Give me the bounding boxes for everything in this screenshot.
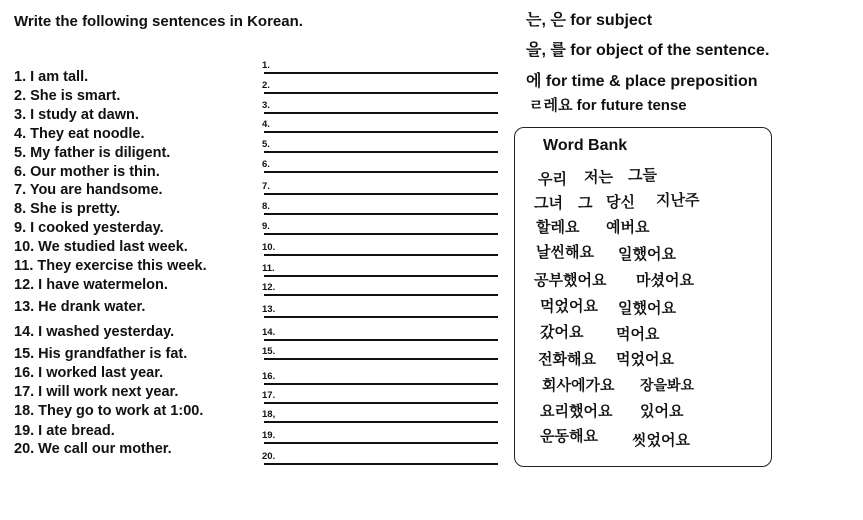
answer-number: 17. — [262, 390, 276, 401]
word-bank-word: 할레요 — [536, 218, 580, 236]
sentence-item: 6. Our mother is thin. — [14, 164, 160, 180]
answer-line[interactable] — [264, 233, 498, 235]
sentence-item: 2. She is smart. — [14, 88, 121, 104]
word-bank-word: 장을봐요 — [640, 378, 695, 394]
answer-line[interactable] — [264, 151, 498, 153]
word-bank-word: 그들 — [628, 166, 657, 184]
rule-object: 을, 를 for object of the sentence. — [526, 42, 770, 59]
sentence-item: 17. I will work next year. — [14, 384, 179, 400]
word-bank-word: 마셨어요 — [636, 271, 694, 289]
answer-number: 7. — [262, 181, 270, 192]
word-bank-word: 요리했어요 — [540, 402, 613, 420]
sentence-item: 10. We studied last week. — [14, 239, 188, 255]
answer-number: 15. — [262, 346, 276, 357]
word-bank-word: 당신 — [606, 193, 635, 211]
answer-line[interactable] — [264, 254, 498, 256]
answer-number: 11. — [262, 263, 275, 274]
answer-line[interactable] — [264, 339, 498, 341]
word-bank-word: 회사에가요 — [542, 376, 615, 394]
word-bank-word: 그 — [578, 194, 593, 212]
answer-line[interactable] — [264, 72, 498, 74]
sentence-item: 13. He drank water. — [14, 299, 146, 315]
answer-line[interactable] — [264, 92, 498, 94]
answer-number: 19. — [262, 430, 276, 441]
sentence-item: 11. They exercise this week. — [14, 258, 207, 274]
answer-line[interactable] — [264, 402, 498, 404]
word-bank-title: Word Bank — [543, 137, 628, 154]
sentence-item: 1. I am tall. — [14, 69, 89, 85]
sentence-item: 19. I ate bread. — [14, 423, 115, 439]
answer-line[interactable] — [264, 316, 498, 318]
word-bank-word: 우리 — [538, 170, 567, 188]
word-bank-word: 예버요 — [606, 218, 650, 236]
word-bank-word: 지난주 — [656, 191, 700, 209]
answer-line[interactable] — [264, 421, 498, 423]
answer-line[interactable] — [264, 275, 498, 277]
word-bank-word: 전화해요 — [538, 350, 596, 368]
answer-number: 3. — [262, 100, 270, 111]
word-bank-word: 있어요 — [640, 402, 684, 420]
word-bank-word: 먹었어요 — [616, 350, 674, 368]
answer-line[interactable] — [264, 213, 498, 215]
answer-number: 16. — [262, 371, 276, 382]
answer-number: 18, — [262, 409, 276, 420]
answer-number: 2. — [262, 80, 270, 91]
sentence-item: 20. We call our mother. — [14, 441, 172, 457]
answer-line[interactable] — [264, 442, 498, 444]
answer-line[interactable] — [264, 294, 498, 296]
answer-number: 20. — [262, 451, 276, 462]
answer-line[interactable] — [264, 171, 498, 173]
answer-number: 8. — [262, 201, 270, 212]
answer-number: 13. — [262, 304, 276, 315]
answer-number: 9. — [262, 221, 270, 232]
answer-line[interactable] — [264, 131, 498, 133]
answer-number: 1. — [262, 60, 270, 71]
word-bank-word: 일했어요 — [618, 299, 676, 317]
sentence-item: 4. They eat noodle. — [14, 126, 145, 142]
word-bank-word: 먹어요 — [616, 325, 660, 343]
answer-number: 6. — [262, 159, 270, 170]
worksheet-title: Write the following sentences in Korean. — [14, 13, 303, 30]
answer-number: 4. — [262, 119, 270, 130]
word-bank-word: 그녀 — [534, 194, 563, 212]
sentence-item: 18. They go to work at 1:00. — [14, 403, 204, 419]
rule-future: ㄹ레요 for future tense — [529, 97, 687, 114]
sentence-item: 9. I cooked yesterday. — [14, 220, 164, 236]
sentence-item: 14. I washed yesterday. — [14, 324, 175, 340]
word-bank-word: 공부했어요 — [534, 271, 607, 289]
sentence-item: 3. I study at dawn. — [14, 107, 139, 123]
answer-line[interactable] — [264, 383, 498, 385]
sentence-item: 12. I have watermelon. — [14, 277, 168, 293]
word-bank-word: 씻었어요 — [632, 431, 690, 449]
word-bank-word: 날씬해요 — [536, 243, 594, 261]
answer-line[interactable] — [264, 463, 498, 465]
answer-number: 10. — [262, 242, 276, 253]
word-bank-word: 일했어요 — [618, 245, 676, 263]
word-bank-word: 먹었어요 — [540, 297, 598, 315]
word-bank-word: 저는 — [584, 168, 613, 186]
rule-preposition: 에 for time & place preposition — [526, 73, 758, 90]
sentence-item: 5. My father is diligent. — [14, 145, 171, 161]
answer-line[interactable] — [264, 358, 498, 360]
sentence-item: 8. She is pretty. — [14, 201, 121, 217]
answer-number: 14. — [262, 327, 276, 338]
answer-line[interactable] — [264, 193, 498, 195]
sentence-item: 7. You are handsome. — [14, 182, 163, 198]
word-bank-word: 운동해요 — [540, 427, 598, 445]
rule-subject: 는, 은 for subject — [526, 12, 653, 29]
word-bank-word: 갔어요 — [540, 323, 584, 341]
sentence-item: 16. I worked last year. — [14, 365, 164, 381]
answer-line[interactable] — [264, 112, 498, 114]
answer-number: 12. — [262, 282, 276, 293]
answer-number: 5. — [262, 139, 270, 150]
sentence-item: 15. His grandfather is fat. — [14, 346, 188, 362]
